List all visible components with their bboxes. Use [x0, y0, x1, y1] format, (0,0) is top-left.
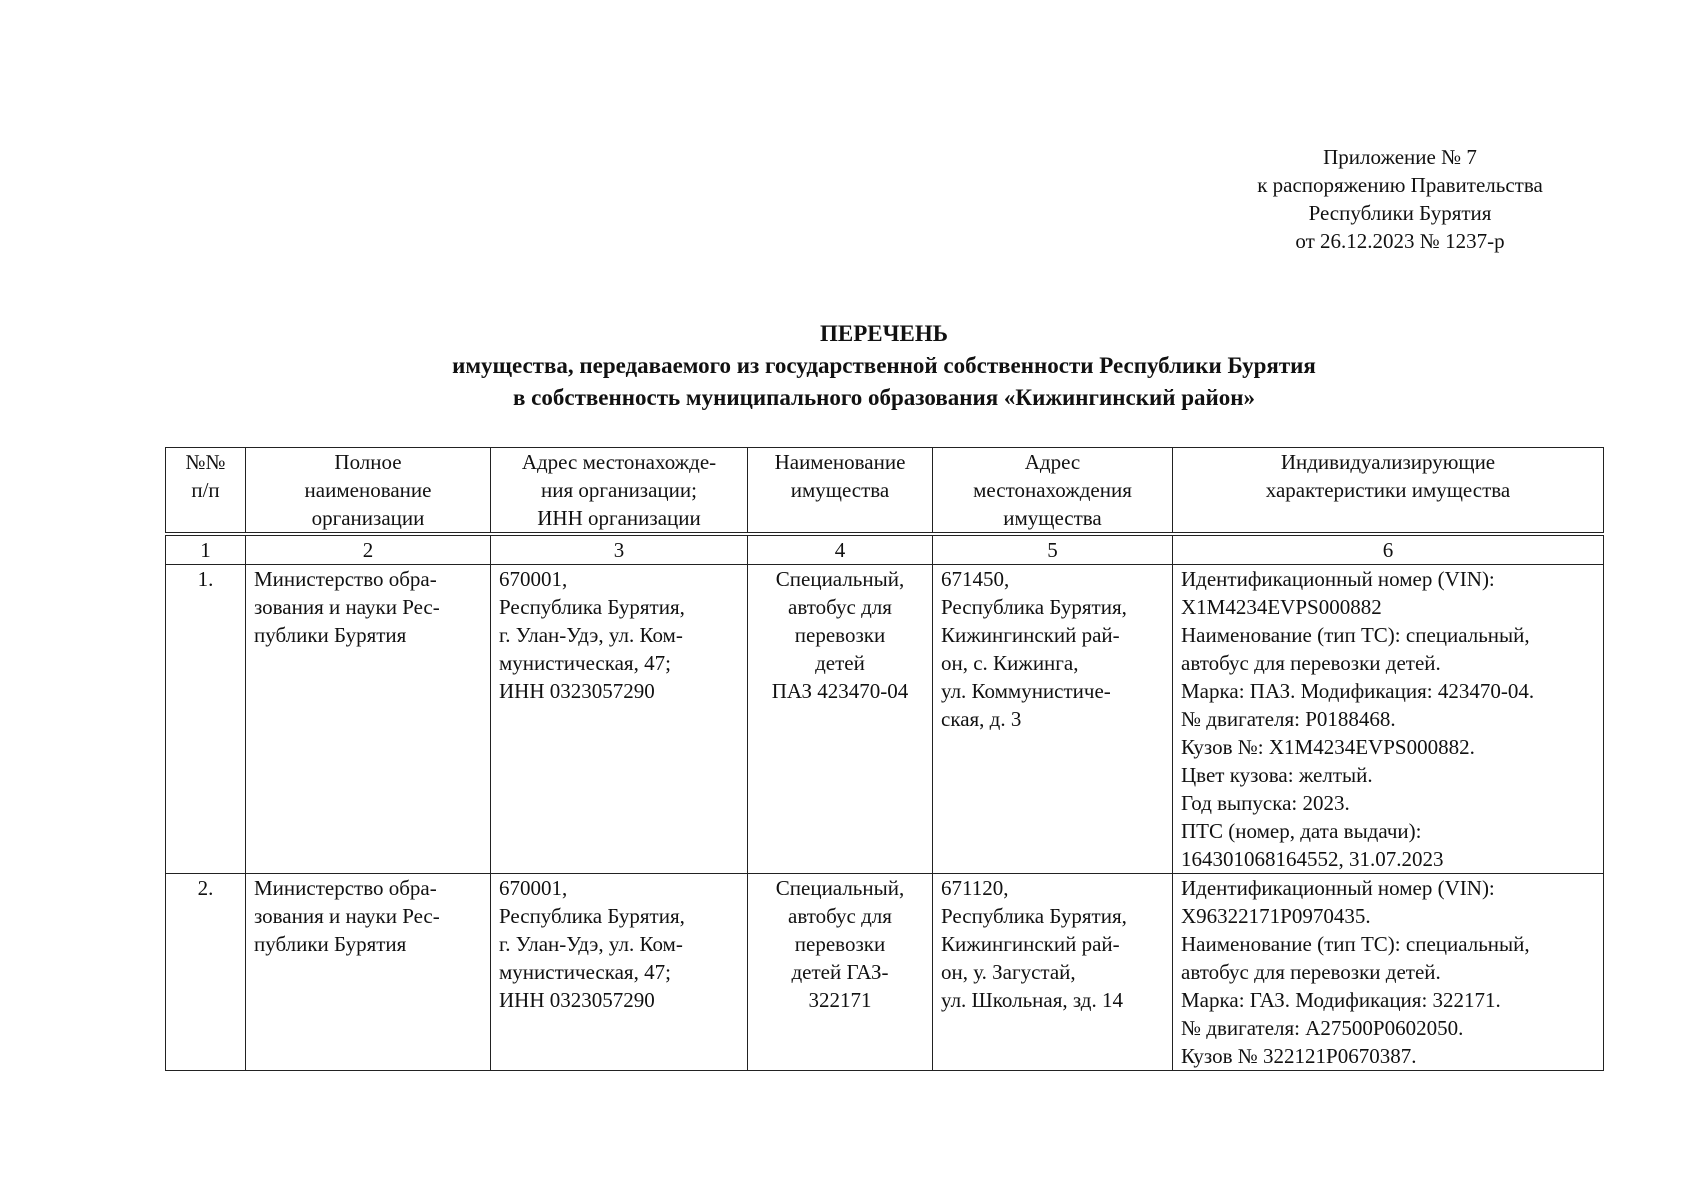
cell-line: 671450,: [941, 567, 1010, 591]
cell-line: X1M4234EVPS000882: [1181, 595, 1382, 619]
cell-line: 164301068164552, 31.07.2023: [1181, 847, 1444, 871]
header-text: Адрес: [1024, 450, 1081, 474]
header-text: Индивидуализирующие: [1280, 450, 1496, 474]
cell-line: Кижингинский рай-: [941, 932, 1120, 956]
cell-line: Специальный,: [775, 876, 905, 900]
column-number: 5: [933, 534, 1173, 565]
cell-line: 671120,: [941, 876, 1009, 900]
cell-line: ИНН 0323057290: [499, 988, 655, 1012]
header-text: Наименование: [774, 450, 906, 474]
title-heading: ПЕРЕЧЕНЬ: [820, 321, 948, 346]
header-text: ния организации;: [541, 478, 697, 502]
column-number-row: [166, 534, 1604, 565]
organization-cell: [246, 874, 491, 1071]
property-address-cell: [933, 874, 1173, 1071]
cell-line: детей ГАЗ-: [791, 960, 889, 984]
cell-line: публики Бурятия: [254, 623, 407, 647]
characteristics-cell: [1173, 565, 1604, 874]
cell-line: № двигателя: P0188468.: [1181, 707, 1396, 731]
cell-line: ИНН 0323057290: [499, 679, 655, 703]
cell-line: 670001,: [499, 567, 568, 591]
row-number: 2.: [166, 874, 246, 1071]
header-text: №№: [185, 450, 226, 474]
cell-line: автобус для: [788, 595, 892, 619]
cell-line: Министерство обра-: [254, 567, 437, 591]
cell-line: автобус для перевозки детей.: [1181, 651, 1441, 675]
column-number: 1: [166, 534, 246, 565]
cell-line: ул. Коммунистиче-: [941, 679, 1111, 703]
header-text: имущества: [790, 478, 890, 502]
cell-line: ПТС (номер, дата выдачи):: [1181, 819, 1422, 843]
property-name-cell: [748, 874, 933, 1071]
property-name-cell: [748, 565, 933, 874]
header-text: Полное: [334, 450, 402, 474]
column-number: 2: [246, 534, 491, 565]
row-number: 1.: [166, 565, 246, 874]
column-number: 4: [748, 534, 933, 565]
cell-line: Кузов № 322121P0670387.: [1181, 1044, 1417, 1068]
header-text: п/п: [191, 478, 220, 502]
property-table: [165, 447, 1604, 1071]
organization-cell: [246, 565, 491, 874]
appendix-line: Приложение № 7: [1323, 145, 1477, 169]
header-cell: [933, 448, 1173, 535]
cell-line: Республика Бурятия,: [941, 595, 1127, 619]
cell-line: Идентификационный номер (VIN):: [1181, 876, 1495, 900]
column-number: 6: [1173, 534, 1604, 565]
cell-line: № двигателя: A27500P0602050.: [1181, 1016, 1464, 1040]
cell-line: X96322171P0970435.: [1181, 904, 1371, 928]
appendix-note: [1230, 143, 1570, 255]
cell-line: Республика Бурятия,: [499, 595, 685, 619]
cell-line: публики Бурятия: [254, 932, 407, 956]
cell-line: автобус для: [788, 904, 892, 928]
header-cell: [1173, 448, 1604, 535]
cell-line: зования и науки Рес-: [254, 595, 440, 619]
header-cell: [748, 448, 933, 535]
column-number: 3: [491, 534, 748, 565]
cell-line: ПАЗ 423470-04: [771, 679, 909, 703]
header-cell: [166, 448, 246, 535]
cell-line: он, у. Загустай,: [941, 960, 1076, 984]
cell-line: детей: [815, 651, 865, 675]
header-text: Адрес местонахожде-: [521, 450, 717, 474]
table-header-row: [166, 448, 1604, 535]
cell-line: 670001,: [499, 876, 568, 900]
cell-line: Марка: ПАЗ. Модификация: 423470-04.: [1181, 679, 1535, 703]
cell-line: г. Улан-Удэ, ул. Ком-: [499, 623, 683, 647]
appendix-line: Республики Бурятия: [1308, 201, 1492, 225]
header-text: ИНН организации: [537, 506, 701, 530]
characteristics-cell: [1173, 874, 1604, 1071]
cell-line: Кузов №: X1M4234EVPS000882.: [1181, 735, 1475, 759]
header-text: имущества: [1003, 506, 1102, 530]
cell-line: он, с. Кижинга,: [941, 651, 1079, 675]
header-cell: [491, 448, 748, 535]
cell-line: Наименование (тип ТС): специальный,: [1181, 623, 1530, 647]
cell-line: Республика Бурятия,: [941, 904, 1127, 928]
cell-line: Кижингинский рай-: [941, 623, 1120, 647]
cell-line: ская, д. 3: [941, 707, 1022, 731]
cell-line: Марка: ГАЗ. Модификация: 322171.: [1181, 988, 1501, 1012]
cell-line: г. Улан-Удэ, ул. Ком-: [499, 932, 683, 956]
cell-line: мунистическая, 47;: [499, 651, 671, 675]
document-title: [0, 318, 1698, 414]
cell-line: перевозки: [794, 623, 886, 647]
organization-address-cell: [491, 565, 748, 874]
appendix-line: к распоряжению Правительства: [1257, 173, 1543, 197]
cell-line: перевозки: [794, 932, 886, 956]
header-text: организации: [311, 506, 425, 530]
organization-address-cell: [491, 874, 748, 1071]
table-row: [166, 565, 1604, 874]
cell-line: зования и науки Рес-: [254, 904, 440, 928]
cell-line: Министерство обра-: [254, 876, 437, 900]
cell-line: мунистическая, 47;: [499, 960, 671, 984]
cell-line: Год выпуска: 2023.: [1181, 791, 1350, 815]
cell-line: 322171: [808, 988, 872, 1012]
header-text: характеристики имущества: [1265, 478, 1511, 502]
cell-line: Наименование (тип ТС): специальный,: [1181, 932, 1530, 956]
cell-line: Идентификационный номер (VIN):: [1181, 567, 1495, 591]
table-row: [166, 874, 1604, 1071]
header-text: местонахождения: [973, 478, 1132, 502]
header-text: наименование: [304, 478, 432, 502]
cell-line: ул. Школьная, зд. 14: [941, 988, 1123, 1012]
cell-line: автобус для перевозки детей.: [1181, 960, 1441, 984]
appendix-line: от 26.12.2023 № 1237-р: [1295, 229, 1505, 253]
cell-line: Цвет кузова: желтый.: [1181, 763, 1373, 787]
title-line: в собственность муниципального образования «Кижингинский район»: [512, 385, 1256, 410]
property-address-cell: [933, 565, 1173, 874]
cell-line: Специальный,: [775, 567, 905, 591]
cell-line: Республика Бурятия,: [499, 904, 685, 928]
title-line: имущества, передаваемого из государственной собственности Республики Бурятия: [452, 353, 1316, 378]
header-cell: [246, 448, 491, 535]
